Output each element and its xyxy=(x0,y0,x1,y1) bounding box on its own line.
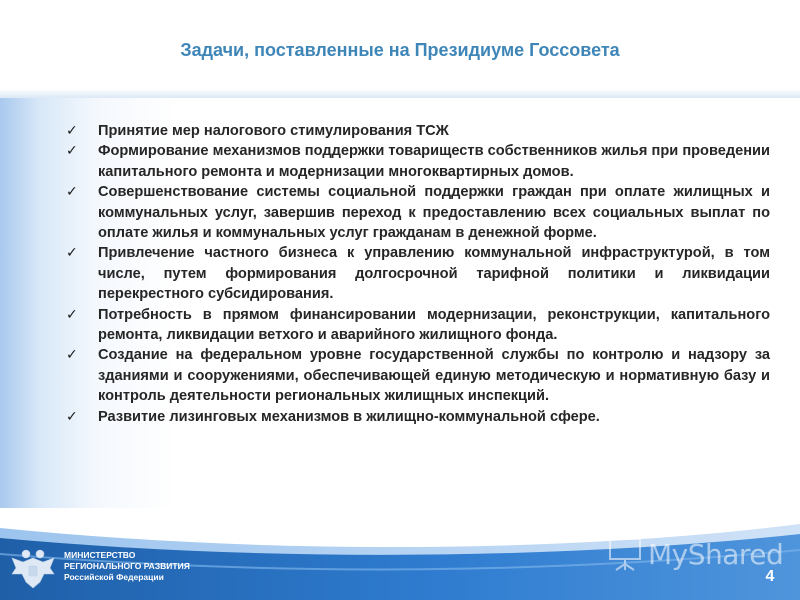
check-icon: ✓ xyxy=(66,184,78,201)
task-list xyxy=(66,121,770,427)
list-item xyxy=(66,182,770,243)
page-number: 4 xyxy=(765,568,775,585)
list-item xyxy=(66,345,770,406)
list-item xyxy=(66,141,770,182)
list-item-text: Привлечение частного бизнеса к управлению коммунальной инфраструктурой, в том числе, путем формирования долгосрочной тарифной политики и ликвидации перекрестного субсидирования. xyxy=(98,245,770,303)
ministry-line-3: Российской Федерации xyxy=(64,572,164,582)
list-item xyxy=(66,121,770,141)
check-icon: ✓ xyxy=(66,123,78,139)
check-icon: ✓ xyxy=(66,347,78,364)
list-item-text: Создание на федеральном уровне государственной службы по контролю и надзору за зданиями и сооружениями, обеспечивающей единую методическую и нормативную базу и контроль деятельности региональных жилищных инспекций. xyxy=(98,347,770,405)
watermark-text: MyShared xyxy=(648,537,784,571)
ministry-line-2: РЕГИОНАЛЬНОГО РАЗВИТИЯ xyxy=(64,561,190,571)
list-item-text: Развитие лизинговых механизмов в жилищно-коммунальной сфере. xyxy=(98,408,600,425)
list-item-text: Потребность в прямом финансировании модернизации, реконструкции, капитального ремонта, ликвидации ветхого и аварийного жилищного фонда. xyxy=(98,306,770,344)
ministry-line-1: МИНИСТЕРСТВО xyxy=(64,550,136,560)
slide-header xyxy=(0,0,800,95)
list-item xyxy=(66,243,770,304)
coat-of-arms-icon xyxy=(8,544,58,594)
watermark xyxy=(608,534,783,574)
list-item-text: Принятие мер налогового стимулирования ТСЖ xyxy=(98,123,449,139)
slide-title: Задачи, поставленные на Президиуме Госсовета xyxy=(180,40,620,60)
list-item xyxy=(66,305,770,346)
presentation-board-icon xyxy=(608,536,642,572)
check-icon: ✓ xyxy=(66,143,78,160)
ministry-label xyxy=(64,550,190,583)
list-item-text: Формирование механизмов поддержки товариществ собственников жилья при проведении капитального ремонта и модернизации многоквартирных домов. xyxy=(98,143,770,180)
check-icon: ✓ xyxy=(66,306,78,323)
list-item-text: Совершенствование системы социальной поддержки граждан при оплате жилищных и коммунальных услуг, завершив переход к предоставлению всех социальных выплат по оплате жилья и коммунальных услуг гражданам в денежной форме. xyxy=(98,184,770,242)
list-item xyxy=(66,407,770,427)
check-icon: ✓ xyxy=(66,245,78,262)
check-icon: ✓ xyxy=(66,408,78,425)
